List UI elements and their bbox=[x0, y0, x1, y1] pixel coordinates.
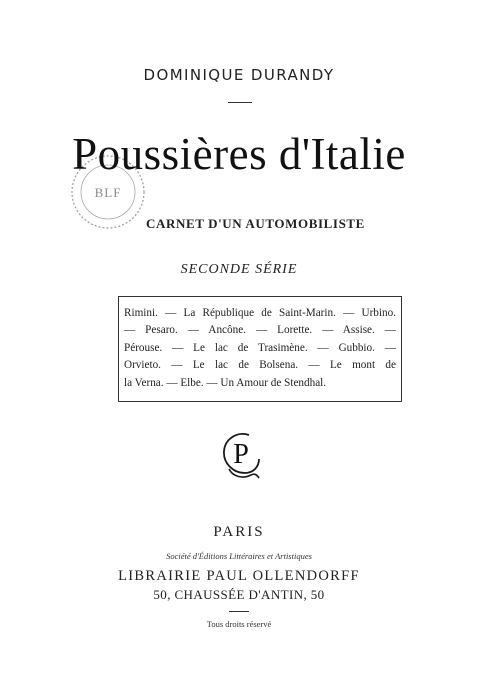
contents-list bbox=[124, 305, 396, 392]
imprint-society: Société d'Éditions Littéraires et Artistiques bbox=[166, 551, 312, 561]
contents-line: Pérouse. — Le lac de Trasimène. — Gubbio. — bbox=[124, 341, 396, 354]
stamp-text: BLF bbox=[94, 185, 122, 200]
imprint-publisher: LIBRAIRIE PAUL OLLENDORFF bbox=[118, 568, 360, 584]
imprint-address: 50, CHAUSSÉE D'ANTIN, 50 bbox=[153, 587, 325, 602]
contents-line: Rimini. — La République de Saint-Marin. — Urbino. bbox=[124, 307, 396, 319]
author-divider bbox=[228, 102, 252, 103]
book-subtitle: CARNET D'UN AUTOMOBILISTE bbox=[146, 216, 365, 231]
monogram-letter: P bbox=[233, 439, 249, 470]
imprint-city: PARIS bbox=[213, 524, 265, 540]
contents-line: Orvieto. — Le lac de Bolsena. — Le mont de bbox=[124, 359, 396, 372]
rights-notice: Tous droits réservé bbox=[206, 619, 272, 629]
book-title: Poussières d'Italie bbox=[72, 129, 406, 179]
author-name: DOMINIQUE DURANDY bbox=[143, 66, 335, 84]
imprint-divider bbox=[229, 611, 249, 612]
contents-line: — Pesaro. — Ancône. — Lorette. — Assise. — bbox=[124, 324, 396, 337]
contents-line: la Verna. — Elbe. — Un Amour de Stendhal. bbox=[124, 376, 327, 389]
series-label: SECONDE SÉRIE bbox=[180, 262, 298, 277]
publisher-monogram bbox=[219, 429, 263, 481]
